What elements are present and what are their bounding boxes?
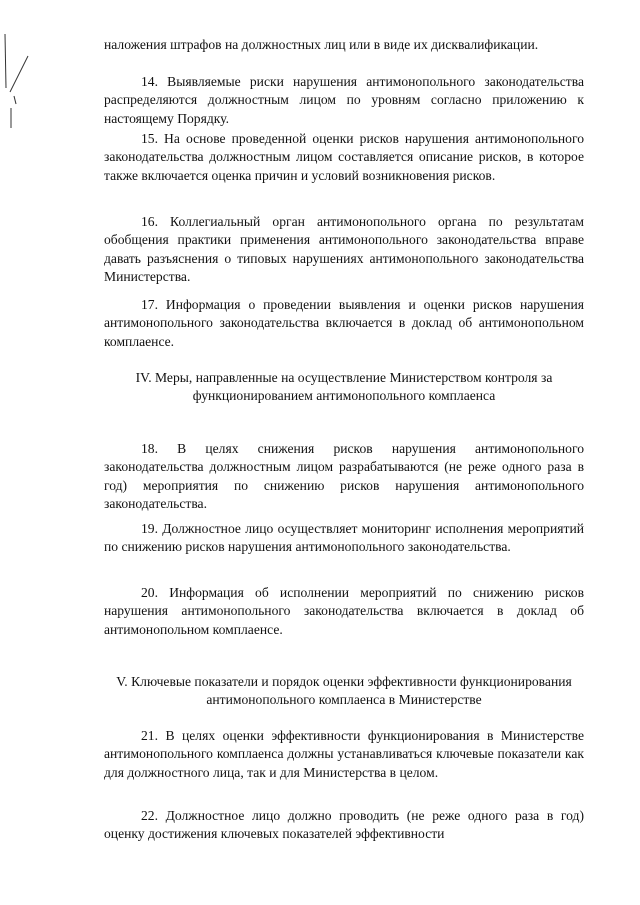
paragraph-22: 22. Должностное лицо должно проводить (не реже одного раза в год) оценку достижения ключевых показателей эффективности [104,808,584,842]
paragraph-continuation: наложения штрафов на должностных лиц или в виде их дисквалификации. [104,37,539,52]
paragraph-15: 15. На основе проведенной оценки рисков нарушения антимонопольного законодательства должностным лицом составляется описание рисков, в которое также включается оценка причин и условий возникновения рисков. [104,131,584,183]
paragraph-18: 18. В целях снижения рисков нарушения антимонопольного законодательства должностным лицом разрабатываются (не реже одного раза в год) мероприятия по снижению рисков нарушения антимонопольного законодательства. [104,441,584,511]
section-5-heading: V. Ключевые показатели и порядок оценки эффективности функционирования антимонопольного комплаенса в Министерстве [116,674,572,708]
paragraph-16: 16. Коллегиальный орган антимонопольного органа по результатам обобщения практики применения антимонопольного законодательства вправе давать разъяснения о типовых нарушениях антимонопольного законодательства Министерства. [104,214,584,284]
paragraph-21: 21. В целях оценки эффективности функционирования в Министерстве антимонопольного комплаенса должны устанавливаться ключевые показатели как для должностного лица, так и для Министерства в целом. [104,728,584,780]
paragraph-19: 19. Должностное лицо осуществляет мониторинг исполнения мероприятий по снижению рисков нарушения антимонопольного законодательства. [104,521,584,555]
paragraph-20: 20. Информация об исполнении мероприятий по снижению рисков нарушения антимонопольного законодательства включается в доклад об антимонопольном комплаенсе. [104,585,584,637]
paragraph-17: 17. Информация о проведении выявления и оценки рисков нарушения антимонопольного законодательства включается в доклад об антимонопольном комплаенсе. [104,297,584,349]
paragraph-14: 14. Выявляемые риски нарушения антимонопольного законодательства распределяются должностным лицом по уровням согласно приложению к настоящему Порядку. [104,74,584,126]
section-4-heading: IV. Меры, направленные на осуществление Министерством контроля за функционированием антимонопольного комплаенса [135,370,553,404]
handwritten-margin-mark [2,30,34,130]
